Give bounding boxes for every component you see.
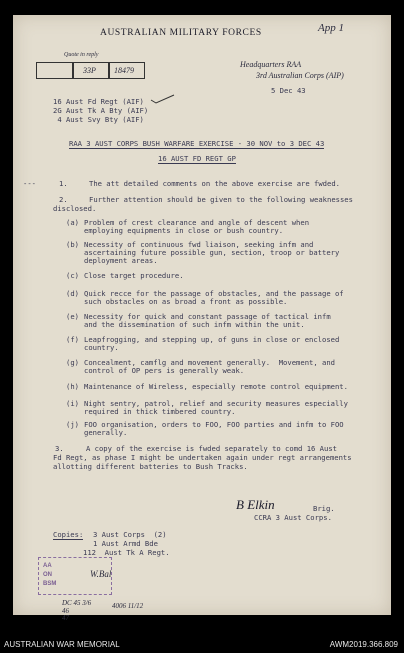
margin-annotation: 46 bbox=[62, 607, 69, 615]
received-stamp: AA ON BSM bbox=[38, 557, 112, 595]
list-item-label: (i) bbox=[66, 399, 79, 408]
list-item-label: (c) bbox=[66, 271, 79, 280]
list-item-text: Concealment, camflg and movement generally. Movement, and bbox=[84, 358, 335, 367]
paragraph-3-text: Fd Regt, as phase I might be undertaken again under regt arrangements bbox=[53, 453, 352, 462]
subject-line-1: RAA 3 AUST CORPS BUSH WARFARE EXERCISE - 30 NOV to 3 DEC 43 bbox=[69, 139, 325, 148]
margin-annotation: 47 bbox=[62, 614, 69, 622]
copies-label: Copies: bbox=[53, 530, 84, 539]
addressee: 4 Aust Svy Bty (AIF) bbox=[53, 115, 144, 124]
reference-box bbox=[36, 62, 143, 79]
list-item-label: (f) bbox=[66, 335, 79, 344]
list-item-label: (h) bbox=[66, 382, 79, 391]
subject-line-2: 16 AUST FD REGT GP bbox=[158, 154, 236, 163]
reference-cell-blank bbox=[36, 62, 74, 79]
paragraph-number: 3. bbox=[55, 444, 64, 453]
paragraph-3-text: allotting different batteries to Bush Tracks. bbox=[53, 462, 248, 471]
reference-cell-file: 18479 bbox=[108, 62, 145, 79]
list-item-label: (b) bbox=[66, 240, 79, 249]
handwritten-initials: W.Bal bbox=[90, 569, 112, 579]
copies-entry: 112 Aust Tk A Regt. bbox=[83, 548, 170, 557]
margin-marker: --- bbox=[23, 179, 36, 188]
list-item-text: Maintenance of Wireless, especially remote control equipment. bbox=[84, 382, 348, 391]
copies-entry: 1 Aust Armd Bde bbox=[93, 539, 158, 548]
addressee: 16 Aust Fd Regt (AIF) bbox=[53, 97, 144, 106]
addressee: 2G Aust Tk A Bty (AIF) bbox=[53, 106, 149, 115]
quote-label: Quote in reply bbox=[64, 52, 99, 58]
list-item-text: generally. bbox=[84, 428, 128, 437]
list-item-text: control of OP pers is generally weak. bbox=[84, 366, 245, 375]
margin-annotation: 4006 11/12 bbox=[112, 602, 144, 610]
list-item-label: (j) bbox=[66, 420, 79, 429]
document-title: AUSTRALIAN MILITARY FORCES bbox=[100, 28, 262, 38]
hq-line-2: 3rd Australian Corps (AIP) bbox=[256, 71, 344, 80]
paragraph-2-text: disclosed. bbox=[53, 204, 97, 213]
signatory-title: CCRA 3 Aust Corps. bbox=[254, 513, 332, 522]
list-item-text: such obstacles on as broad a front as possible. bbox=[84, 297, 288, 306]
list-item-text: Necessity of continuous fwd liaison, seeking infm and bbox=[84, 240, 314, 249]
list-item-label: (g) bbox=[66, 358, 79, 367]
signature: B Elkin bbox=[236, 497, 275, 512]
paragraph-1-text: The att detailed comments on the above exercise are fwded. bbox=[89, 179, 340, 188]
check-mark-icon bbox=[150, 94, 176, 104]
footer-institution: AUSTRALIAN WAR MEMORIAL bbox=[4, 640, 120, 649]
list-item-text: Night sentry, patrol, relief and security measures especially bbox=[84, 399, 348, 408]
list-item-text: Leapfrogging, and stepping up, of guns in close or enclosed bbox=[84, 335, 340, 344]
reference-cell-number: 33P bbox=[72, 62, 110, 79]
signatory-rank: Brig. bbox=[313, 504, 335, 513]
paragraph-number: 2. bbox=[59, 195, 68, 204]
document-date: 5 Dec 43 bbox=[271, 86, 306, 95]
list-item-text: Close target procedure. bbox=[84, 271, 184, 280]
footer-accession-number: AWM2019.366.809 bbox=[329, 640, 398, 649]
list-item-text: employing equipments in close or bush country. bbox=[84, 226, 284, 235]
paragraph-number: 1. bbox=[59, 179, 68, 188]
list-item-text: Quick recce for the passage of obstacles, and the passage of bbox=[84, 289, 344, 298]
list-item-text: FOO organisation, orders to FOO, FOO parties and infm to FOO bbox=[84, 420, 344, 429]
hq-line-1: Headquarters RAA bbox=[240, 60, 302, 69]
list-item-text: Problem of crest clearance and angle of descent when bbox=[84, 218, 310, 227]
list-item-text: country. bbox=[84, 343, 119, 352]
list-item-text: and the dissemination of such infm within the unit. bbox=[84, 320, 305, 329]
list-item-text: ascertaining future possible gun, section, troop or battery bbox=[84, 248, 340, 257]
margin-annotation: DC 45 3/6 bbox=[62, 599, 92, 607]
list-item-text: required in thick timbered country. bbox=[84, 407, 236, 416]
list-item-label: (d) bbox=[66, 289, 79, 298]
list-item-text: deployment areas. bbox=[84, 256, 158, 265]
list-item-text: Necessity for quick and constant passage of tactical infm bbox=[84, 312, 331, 321]
copies-entry: 3 Aust Corps (2) bbox=[93, 530, 167, 539]
paragraph-2-text: Further attention should be given to the following weaknesses bbox=[89, 195, 353, 204]
paragraph-3-text: A copy of the exercise is fwded separately to comd 16 Aust bbox=[86, 444, 337, 453]
list-item-label: (e) bbox=[66, 312, 79, 321]
list-item-label: (a) bbox=[66, 218, 79, 227]
app-note: App 1 bbox=[318, 22, 344, 34]
